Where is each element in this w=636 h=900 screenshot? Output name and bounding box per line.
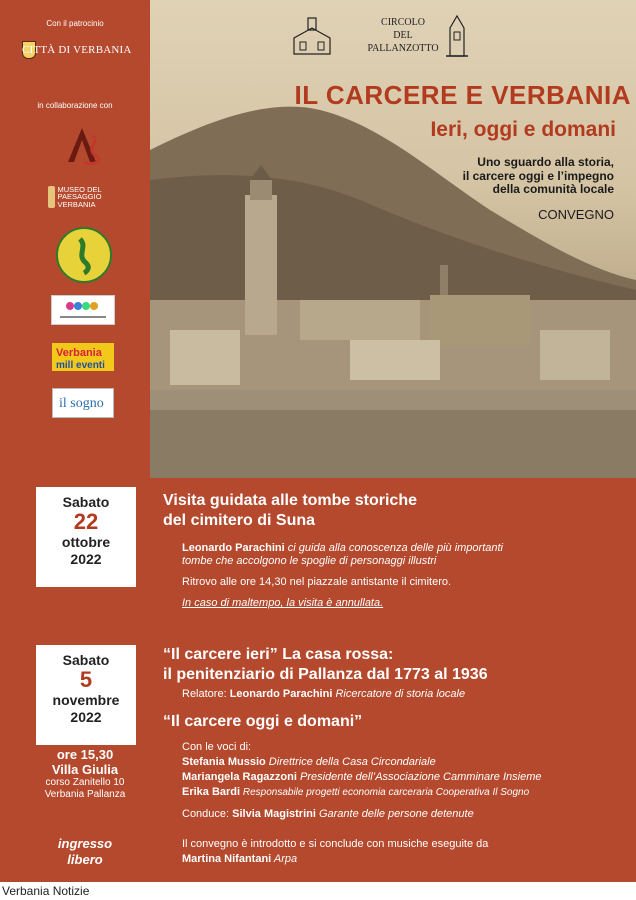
event2-month: novembre <box>52 692 120 708</box>
event2-relatore-desc: Ricercatore di storia locale <box>332 688 466 700</box>
event2-musicista: Martina Nifantani <box>182 853 272 865</box>
venue-address: corso Zanitello 10 <box>45 777 125 788</box>
event2-musicista-line <box>182 853 622 866</box>
event2-conduce-name: Silvia Magistrini <box>232 808 316 820</box>
description-line-3: della comunità locale <box>492 182 614 196</box>
villa-drawing-icon <box>290 14 336 56</box>
event2-musica: Il convegno è introdotto e si conclude con musiche eseguite da <box>182 838 489 850</box>
event1-month: ottobre <box>61 534 111 550</box>
footer-credit: Verbania Notizie <box>0 882 636 900</box>
event2-conduce <box>182 808 622 821</box>
sidebar <box>0 0 150 478</box>
venue-time: ore 15,30 <box>56 747 114 762</box>
event2-relatore-line <box>182 688 622 701</box>
event2-voice-3-name: Erika Bardi <box>182 786 241 798</box>
circolo-line-3: PALLANZOTTO <box>367 43 439 54</box>
ingresso-libero <box>14 836 156 868</box>
subtitle: Ieri, oggi e domani <box>430 118 616 141</box>
event2-voice-3-desc: Responsabile progetti economia carceraria Cooperativa Il Sogno <box>240 787 530 798</box>
verbania-mill-eventi-logo <box>52 343 114 371</box>
citta-label: CITTÀ DI VERBANIA <box>22 44 132 56</box>
convegno-label: CONVEGNO <box>538 207 614 222</box>
event1-speaker-line <box>182 542 622 555</box>
event1-date-box <box>36 487 136 587</box>
main-title: IL CARCERE E VERBANIA <box>294 80 631 110</box>
event2-num: 5 <box>79 667 93 692</box>
event2-voci: Con le voci di: <box>182 741 252 753</box>
citta-verbania-logo <box>22 40 142 60</box>
svg-text:Verbania: Verbania <box>56 347 102 359</box>
event2-voice-2 <box>182 771 622 784</box>
event2-voice-2-name: Mariangela Ragazzoni <box>182 771 297 783</box>
svg-text:il sogno: il sogno <box>59 396 104 411</box>
venue-city: Verbania Pallanza <box>44 789 126 800</box>
event2-day: Sabato <box>62 652 110 668</box>
event2-voice-1-desc: Direttrice della Casa Circondariale <box>265 756 436 768</box>
ingresso-line-2: libero <box>67 852 103 867</box>
patrocinio-label: Con il patrocinio <box>46 19 104 28</box>
event1-year: 2022 <box>70 551 102 567</box>
event1-speaker-desc-1: ci guida alla conoscenza delle più importanti <box>284 542 504 554</box>
event2-voice-1-name: Stefania Mussio <box>182 756 266 768</box>
event2-strumento: Arpa <box>271 853 298 865</box>
museo-paesaggio-logo <box>48 184 118 210</box>
description-line-2: il carcere oggi e l’impegno <box>462 168 614 183</box>
il-sogno-logo <box>52 388 114 418</box>
svg-text:mill eventi: mill eventi <box>56 360 105 371</box>
description <box>380 156 614 197</box>
event1-speaker: Leonardo Parachini <box>182 542 285 554</box>
venue-place: Villa Giulia <box>51 762 119 777</box>
collaborazione-label: in collaborazione con <box>37 101 113 110</box>
circolo-line-1: CIRCOLO <box>381 17 425 28</box>
description-line-1: Uno sguardo alla storia, <box>477 155 614 169</box>
amici-archivi-logo <box>62 126 108 178</box>
lake-town-photo <box>150 0 636 478</box>
circolo-pallanzotto <box>358 16 448 55</box>
event2-conduce-desc: Garante delle persone detenute <box>315 808 474 820</box>
event2-title-3: “Il carcere oggi e domani” <box>163 713 363 730</box>
event1-speaker-desc-2: tombe che accolgono le spoglie di personaggi illustri <box>182 555 437 567</box>
event2-relatore: Leonardo Parachini <box>229 688 333 700</box>
event2-title-2: il penitenziario di Pallanza dal 1773 al 1936 <box>163 666 488 683</box>
event1-maltempo: In caso di maltempo, la visita è annullata. <box>182 597 384 609</box>
circolo-line-2: DEL <box>393 30 413 41</box>
museo-label: MUSEO DEL PAESAGGIO VERBANIA <box>57 184 102 209</box>
ingresso-line-1: ingresso <box>57 836 113 851</box>
event2-voice-3 <box>182 786 622 799</box>
tower-drawing-icon <box>442 12 472 58</box>
venue <box>14 747 156 801</box>
event2-year: 2022 <box>70 709 102 725</box>
societa-verbanesi-logo <box>56 227 112 283</box>
event1-title-1: Visita guidata alle tombe storiche <box>163 492 417 509</box>
event1-title-2: del cimitero di Suna <box>163 512 316 529</box>
event2-voice-1 <box>182 756 622 769</box>
event1-ritrovo: Ritrovo alle ore 14,30 nel piazzale antistante il cimitero. <box>182 576 452 588</box>
event1-day: Sabato <box>62 494 110 510</box>
event2-conduce-label: Conduce: <box>182 808 233 820</box>
event2-title-1: “Il carcere ieri” La casa rossa: <box>163 646 394 663</box>
event2-relatore-label: Relatore: <box>182 688 230 700</box>
event2-voice-2-desc: Presidente dell’Associazione Camminare Insieme <box>296 771 542 783</box>
museo-emblem-icon <box>48 186 55 208</box>
event2-date-box <box>36 645 136 745</box>
event1-num: 22 <box>73 509 99 534</box>
camminare-insieme-logo <box>51 295 115 325</box>
